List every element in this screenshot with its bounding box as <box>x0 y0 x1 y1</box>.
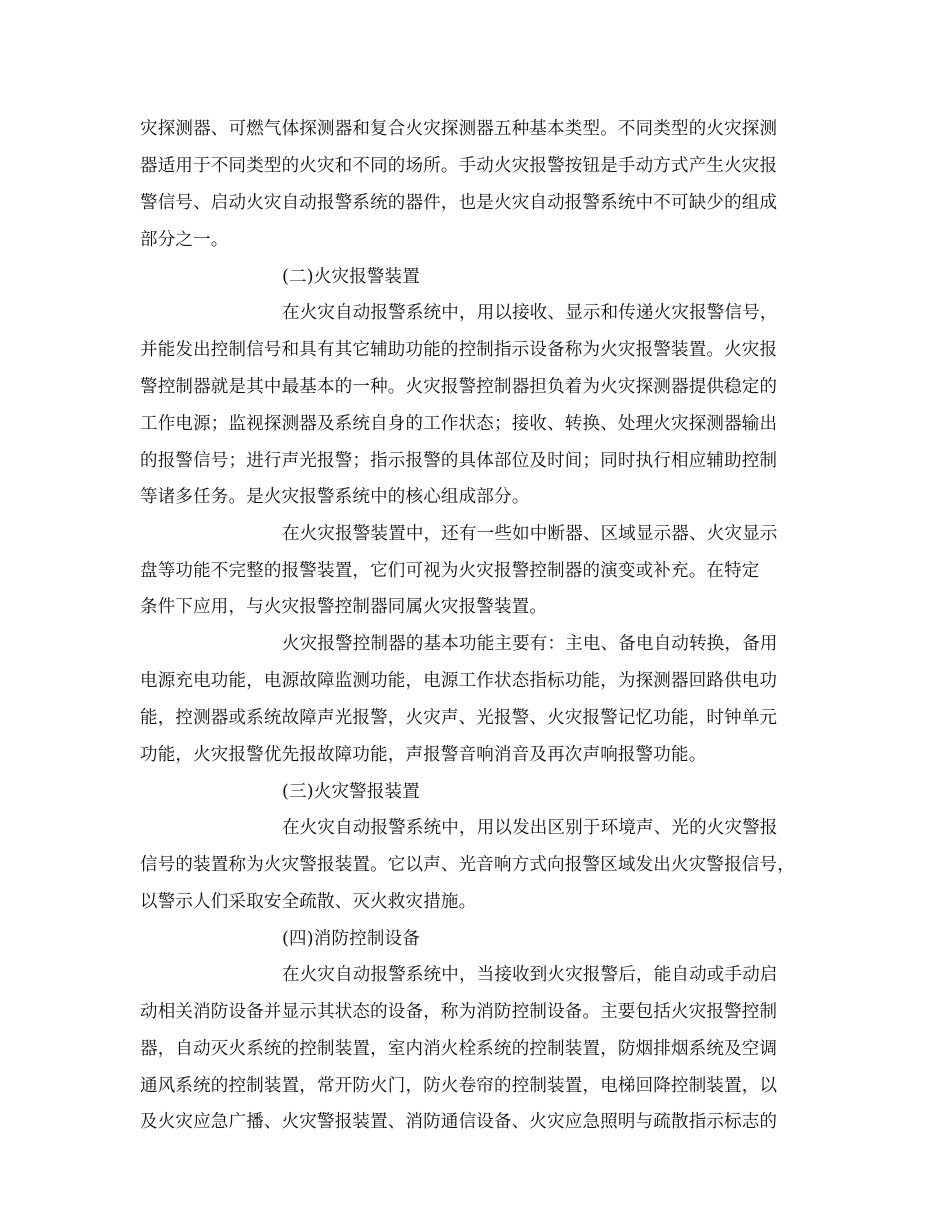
body-text-line: 器，自动灭火系统的控制装置，室内消火栓系统的控制装置，防烟排烟系统及空调 <box>140 1039 778 1059</box>
body-text-line: 部分之一。 <box>140 230 229 250</box>
paragraph-first-line: 火灾报警控制器的基本功能主要有：主电、备电自动转换，备用 <box>282 634 778 654</box>
body-text-line: 功能，火灾报警优先报故障功能，声报警音响消音及再次声响报警功能。 <box>140 745 707 765</box>
body-text-line: 信号的装置称为火灾警报装置。它以声、光音响方式向报警区域发出火灾警报信号， <box>140 855 795 875</box>
body-text-line: 的报警信号；进行声光报警；指示报警的具体部位及时间；同时执行相应辅助控制 <box>140 451 778 471</box>
body-text-line: 灾探测器、可燃气体探测器和复合火灾探测器五种基本类型。不同类型的火灾探测 <box>140 119 778 139</box>
body-text-line: 条件下应用，与火灾报警控制器同属火灾报警装置。 <box>140 597 548 617</box>
body-text-line: 通风系统的控制装置，常开防火门，防火卷帘的控制装置，电梯回降控制装置，以 <box>140 1076 778 1096</box>
paragraph-first-line: 在火灾自动报警系统中，用以发出区别于环境声、光的火灾警报 <box>282 818 778 838</box>
section-heading: (二)火灾报警装置 <box>282 267 420 287</box>
body-text-line: 器适用于不同类型的火灾和不同的场所。手动火灾报警按钮是手动方式产生火灾报 <box>140 156 778 176</box>
body-text-line: 并能发出控制信号和具有其它辅助功能的控制指示设备称为火灾报警装置。火灾报 <box>140 340 778 360</box>
paragraph-first-line: 在火灾自动报警系统中，用以接收、显示和传递火灾报警信号， <box>282 303 778 323</box>
section-heading: (四)消防控制设备 <box>282 929 420 949</box>
body-text-line: 动相关消防设备并显示其状态的设备，称为消防控制设备。主要包括火灾报警控制 <box>140 1002 778 1022</box>
body-text-line: 警信号、启动火灾自动报警系统的器件，也是火灾自动报警系统中不可缺少的组成 <box>140 193 778 213</box>
body-text-line: 盘等功能不完整的报警装置，它们可视为火灾报警控制器的演变或补充。在特定 <box>140 561 760 581</box>
body-text-line: 电源充电功能，电源故障监测功能，电源工作状态指标功能，为探测器回路供电功 <box>140 671 778 691</box>
paragraph-first-line: 在火灾报警装置中，还有一些如中断器、区域显示器、火灾显示 <box>282 524 778 544</box>
body-text-line: 工作电源；监视探测器及系统自身的工作状态；接收、转换、处理火灾探测器输出 <box>140 414 778 434</box>
body-text-line: 能，控测器或系统故障声光报警，火灾声、光报警、火灾报警记忆功能，时钟单元 <box>140 708 778 728</box>
body-text-line: 警控制器就是其中最基本的一种。火灾报警控制器担负着为火灾探测器提供稳定的 <box>140 377 778 397</box>
body-text-line: 等诸多任务。是火灾报警系统中的核心组成部分。 <box>140 487 530 507</box>
body-text-line: 以警示人们采取安全疏散、灭火救灾措施。 <box>140 892 477 912</box>
body-text-line: 及火灾应急广播、火灾警报装置、消防通信设备、火灾应急照明与疏散指示标志的 <box>140 1112 778 1132</box>
section-heading: (三)火灾警报装置 <box>282 782 420 802</box>
paragraph-first-line: 在火灾自动报警系统中，当接收到火灾报警后，能自动或手动启 <box>282 965 778 985</box>
